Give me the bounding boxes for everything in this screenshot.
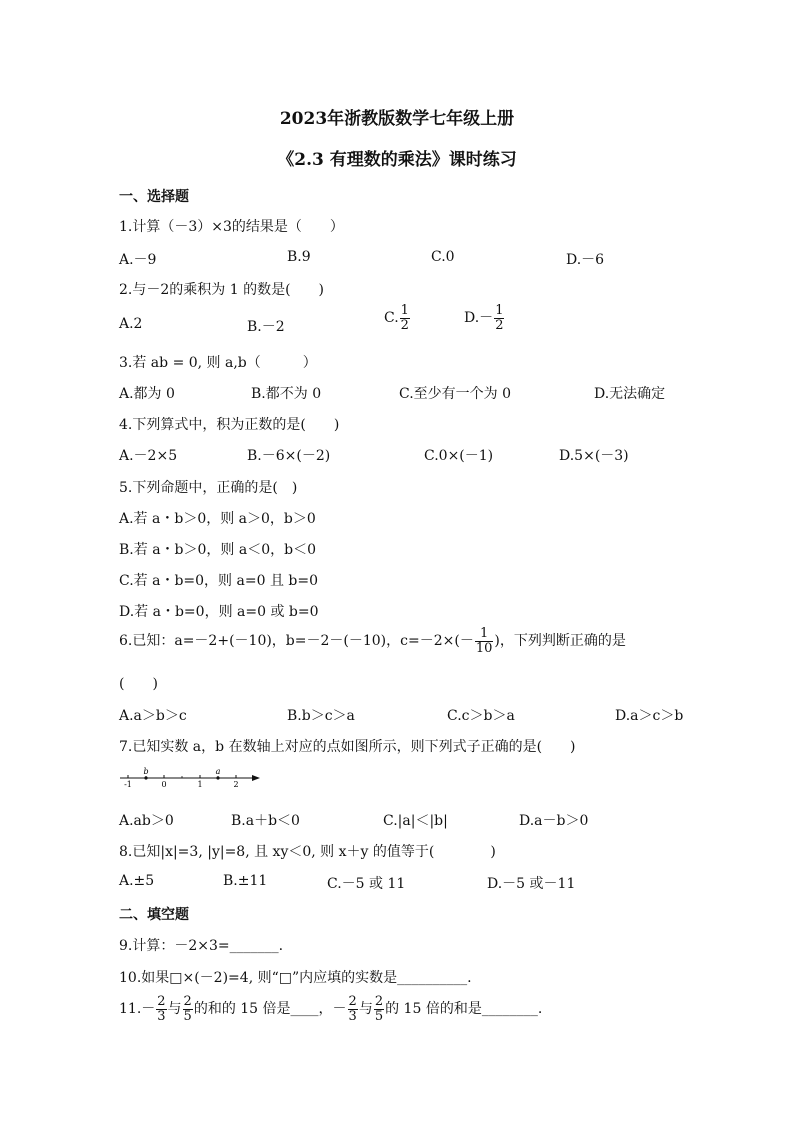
fraction-denominator: 5 <box>374 1008 384 1024</box>
q11-fraction-3 <box>348 995 358 1023</box>
tick-label-0: 0 <box>161 780 167 789</box>
fraction-numerator: 2 <box>374 994 384 1009</box>
q11-text-4: 与 <box>358 1001 373 1018</box>
q6-stem <box>119 627 626 655</box>
q6-option-b: B.b＞c＞a <box>287 708 355 724</box>
q11-text-5: 的 15 倍的和是________. <box>385 1001 543 1018</box>
q11-fraction-4 <box>374 995 384 1023</box>
q10-stem: 10.如果□×(－2)=4, 则“□”内应填的实数是__________. <box>119 970 472 986</box>
q5-option-c: C.若 a・b=0，则 a=0 且 b=0 <box>119 573 318 589</box>
fraction-denominator: 2 <box>495 317 504 333</box>
q8-option-a: A.±5 <box>119 873 155 889</box>
q6-option-a: A.a＞b＞c <box>119 708 187 724</box>
q11-text-2: 与 <box>167 1001 182 1018</box>
q11-text-3: 的和的 15 倍是____，－ <box>193 1001 347 1018</box>
fraction-denominator: 10 <box>475 640 493 656</box>
section-choice-heading: 一、选择题 <box>119 189 189 205</box>
q7-stem: 7.已知实数 a，b 在数轴上对应的点如图所示，则下列式子正确的是( ) <box>119 739 576 755</box>
q11-text-1: 11.－ <box>119 1001 156 1018</box>
q4-option-d: D.5×(－3) <box>559 448 629 464</box>
fraction-numerator: 2 <box>157 994 166 1009</box>
point-b-label: b <box>143 767 149 776</box>
q2-option-a: A.2 <box>119 316 143 332</box>
q5-option-a: A.若 a・b＞0，则 a＞0，b＞0 <box>119 511 316 527</box>
q8-stem: 8.已知|x|=3, |y|=8, 且 xy＜0, 则 x＋y 的值等于( ) <box>119 844 496 860</box>
q1-stem: 1.计算（－3）×3的结果是（ ） <box>119 219 344 235</box>
q5-option-b: B.若 a・b＞0，则 a＜0，b＜0 <box>119 542 316 558</box>
page-subtitle: 《2.3 有理数的乘法》课时练习 <box>277 150 517 170</box>
q4-option-c: C.0×(－1) <box>424 448 494 464</box>
tick-label-2: 2 <box>233 780 239 789</box>
q8-option-c: C.－5 或 11 <box>327 876 406 892</box>
q8-option-b: B.±11 <box>223 873 268 889</box>
q4-option-b: B.－6×(－2) <box>247 448 331 464</box>
q2-stem: 2.与－2的乘积为 1 的数是( ) <box>119 282 324 298</box>
q3-stem: 3.若 ab = 0, 则 a,b（ ） <box>119 355 317 371</box>
fraction-numerator: 1 <box>475 627 494 642</box>
q5-option-d: D.若 a・b=0，则 a=0 或 b=0 <box>119 604 319 620</box>
fraction-numerator: 1 <box>400 303 409 318</box>
q1-option-d: D.－6 <box>566 252 605 268</box>
fraction-denominator: 3 <box>348 1008 357 1024</box>
fraction-denominator: 2 <box>400 317 409 333</box>
q3-option-a: A.都为 0 <box>119 386 175 402</box>
q11-stem <box>119 995 542 1023</box>
q7-option-b: B.a＋b＜0 <box>231 813 300 829</box>
fraction-denominator: 3 <box>157 1008 166 1024</box>
q8-option-d: D.－5 或－11 <box>487 876 576 892</box>
q6-stem-post: )，下列判断正确的是 <box>494 633 626 650</box>
q2-option-c-fraction <box>400 304 410 332</box>
q4-option-a: A.－2×5 <box>119 448 178 464</box>
q9-stem: 9.计算：－2×3=_______. <box>119 938 284 954</box>
tick-label-minus-1: -1 <box>124 780 132 789</box>
q1-option-a: A.－9 <box>119 252 157 268</box>
point-a <box>216 776 219 779</box>
q7-option-c: C.|a|＜|b| <box>383 813 448 829</box>
fraction-denominator: 5 <box>183 1008 192 1024</box>
q1-option-b: B.9 <box>287 249 311 265</box>
q7-option-a: A.ab＞0 <box>119 813 174 829</box>
page-title: 2023年浙教版数学七年级上册 <box>279 109 515 129</box>
q2-option-c <box>384 304 411 332</box>
number-line-arrow <box>252 775 260 781</box>
section-fill-heading: 二、填空题 <box>119 907 189 923</box>
q2-option-b: B.－2 <box>247 319 285 335</box>
q3-option-c: C.至少有一个为 0 <box>399 386 512 402</box>
q3-option-d: D.无法确定 <box>594 386 666 402</box>
q6-stem-pre: 6.已知：a=－2+(－10)，b=－2－(－10)，c=－2×(－ <box>119 633 474 650</box>
fraction-numerator: 1 <box>495 303 504 318</box>
tick-label-1: 1 <box>197 780 203 789</box>
fraction-numerator: 2 <box>348 994 357 1009</box>
q2-option-d <box>464 304 505 332</box>
q1-option-c: C.0 <box>431 249 455 265</box>
q3-option-b: B.都不为 0 <box>251 386 322 402</box>
q6-option-d: D.a＞c＞b <box>615 708 684 724</box>
q11-fraction-2 <box>183 995 193 1023</box>
q7-option-d: D.a－b＞0 <box>519 813 589 829</box>
point-b <box>144 776 147 779</box>
q5-stem: 5.下列命题中，正确的是( ) <box>119 480 298 496</box>
fraction-numerator: 2 <box>183 994 192 1009</box>
q6-option-c: C.c＞b＞a <box>447 708 515 724</box>
q7-number-line <box>118 766 262 794</box>
q6-fraction <box>475 627 494 655</box>
q4-stem: 4.下列算式中，积为正数的是( ) <box>119 417 340 433</box>
q2-option-c-prefix: C. <box>384 310 399 327</box>
q6-stem-continued: ( ) <box>119 676 158 692</box>
q2-option-d-prefix: D.－ <box>464 310 494 327</box>
point-a-label: a <box>215 767 221 776</box>
q11-fraction-1 <box>156 995 166 1023</box>
q2-option-d-fraction <box>494 304 504 332</box>
